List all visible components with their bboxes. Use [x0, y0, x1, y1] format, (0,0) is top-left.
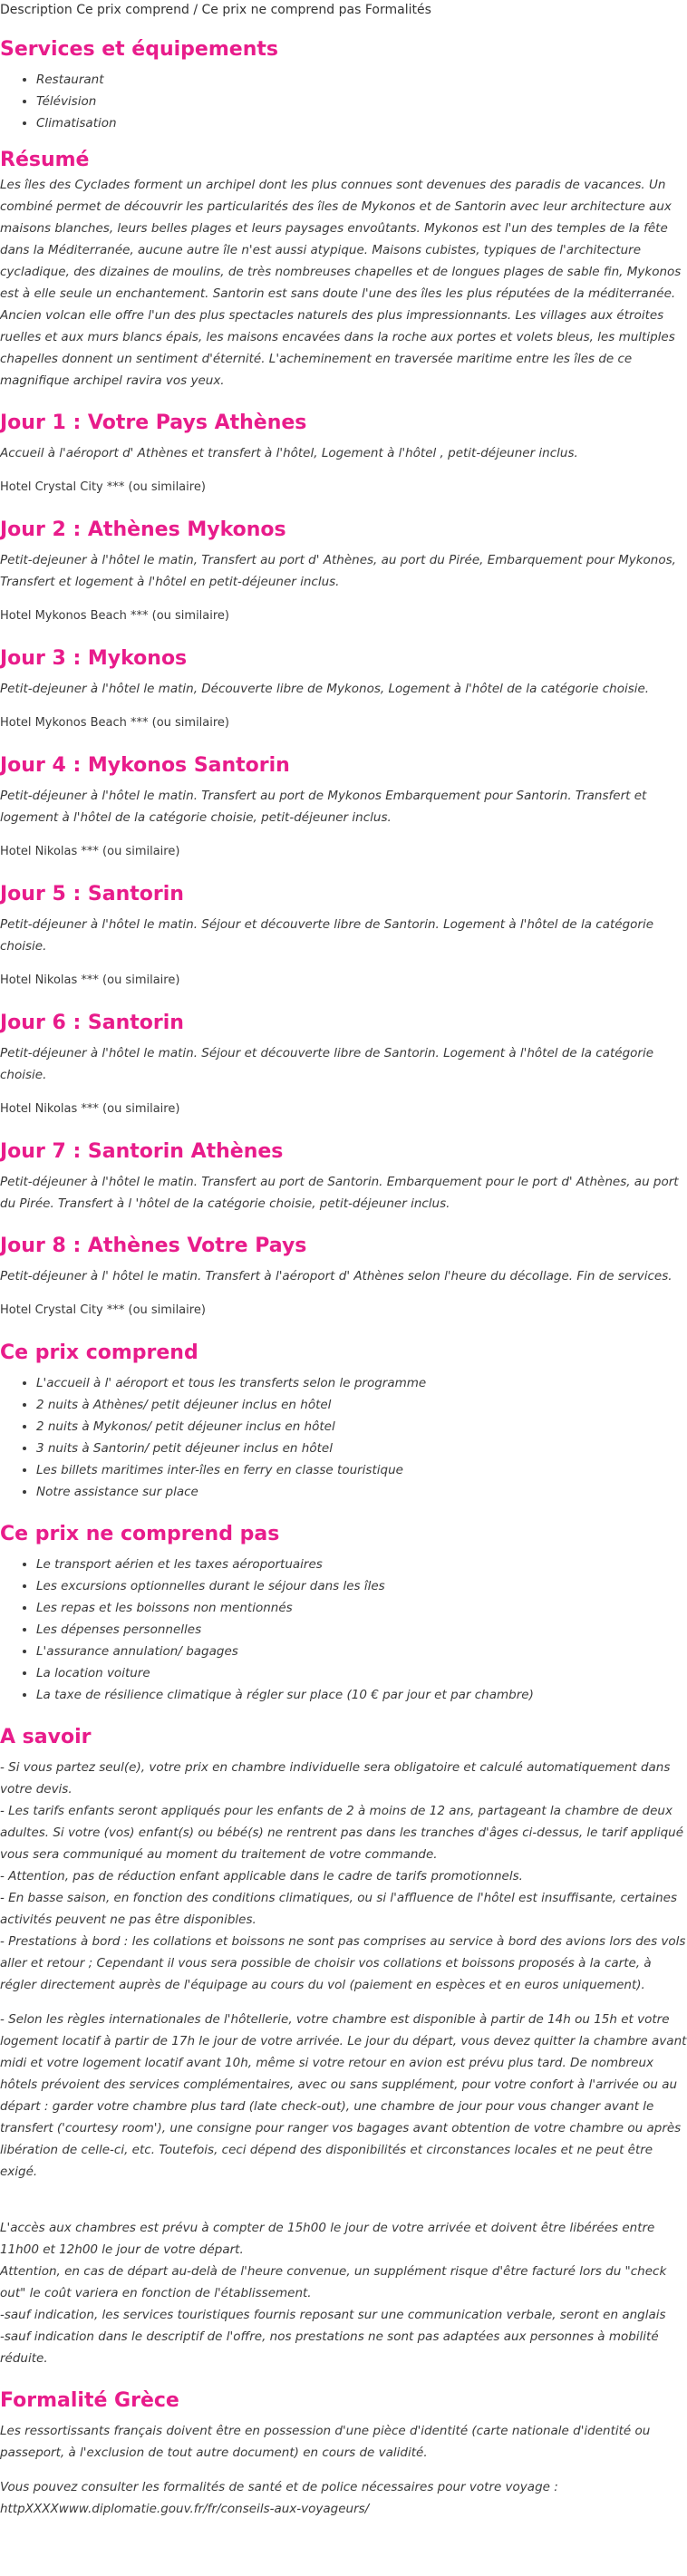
day-4-text: Petit-déjeuner à l'hôtel le matin. Transfert au port de Mykonos Embarquement pour Santorin. Transfert et logement à l'hôtel de la catégorie choisie, petit-déjeuner inclus.	[0, 789, 647, 825]
prix-ne-comprend-list	[0, 1554, 687, 1706]
tab-bar	[0, 0, 687, 20]
resume-title: Résumé	[0, 149, 90, 171]
a-savoir-line: - Si vous partez seul(e), votre prix en chambre individuelle sera obligatoire et calculé automatiquement dans votre devis.	[0, 1760, 671, 1796]
day-2-hotel: Hotel Mykonos Beach *** (ou similaire)	[0, 609, 230, 623]
day-5-title: Jour 5 : Santorin	[0, 883, 184, 905]
tab-formalites[interactable]: Formalités	[364, 3, 431, 17]
list-item: • Télévision	[36, 91, 687, 112]
services-list	[0, 69, 687, 134]
list-item: • 3 nuits à Santorin/ petit déjeuner inclus en hôtel	[36, 1438, 687, 1459]
spacer	[0, 2195, 687, 2217]
list-item: • Le transport aérien et les taxes aéroportuaires	[36, 1554, 687, 1575]
day-8-text: Petit-déjeuner à l' hôtel le matin. Transfert à l'aéroport d' Athènes selon l'heure du décollage. Fin de services.	[0, 1269, 672, 1283]
day-8-hotel: Hotel Crystal City *** (ou similaire)	[0, 1303, 206, 1317]
list-item: • Les dépenses personnelles	[36, 1619, 687, 1641]
a-savoir-line: Attention, en cas de départ au-delà de l'heure convenue, un supplément risque d'être facturé lors du "check out" le coût variera en fonction de l'établissement.	[0, 2264, 667, 2300]
list-item: • L'assurance annulation/ bagages	[36, 1641, 687, 1662]
formalite-text-2	[0, 2476, 687, 2520]
day-4-title: Jour 4 : Mykonos Santorin	[0, 754, 290, 777]
day-5-hotel: Hotel Nikolas *** (ou similaire)	[0, 973, 180, 987]
tab-separator: /	[193, 3, 198, 17]
list-item: • Les billets maritimes inter-îles en ferry en classe touristique	[36, 1459, 687, 1481]
a-savoir-block-3	[0, 2217, 687, 2369]
resume-text: Les îles des Cyclades forment un archipel dont les plus connues sont devenues des paradis de vacances. Un combiné permet de découvrir les particularités des îles de Mykonos et de Santorin avec leur architecture aux maisons blanches, leurs belles plages et leurs paysages envoûtants. Mykonos est l'un des temples de la fête dans la Méditerranée, aucune autre île n'est aussi atypique. Maisons cubistes, typiques de l'architecture cycladique, des dizaines de moulins, de très nombreuses chapelles et de longues plages de sable fin, Mykonos est à elle seule un enchantement. Santorin est sans doute l'une des îles les plus réputées de la méditerranée. Ancien volcan elle offre l'un des plus spectacles naturels des plus impressionnants. Les villages aux étroites ruelles et aux murs blancs épais, les maisons encavées dans la roche aux portes et volets bleus, les multiples chapelles donnent un sentiment d'éternité. L'acheminement en traversée maritime entre les îles de ce magnifique archipel ravira vos yeux.	[0, 178, 682, 388]
a-savoir-title: A savoir	[0, 1726, 92, 1748]
a-savoir-line: -sauf indication dans le descriptif de l'offre, nos prestations ne sont pas adaptées aux personnes à mobilité réduite.	[0, 2329, 659, 2366]
day-6-text: Petit-déjeuner à l'hôtel le matin. Séjour et découverte libre de Santorin. Logement à l'hôtel de la catégorie choisie.	[0, 1046, 654, 1082]
day-3-hotel: Hotel Mykonos Beach *** (ou similaire)	[0, 716, 230, 730]
a-savoir-line: - Selon les règles internationales de l'hôtellerie, votre chambre est disponible à partir de 14h ou 15h et votre logement locatif à partir de 17h le jour de votre arrivée. Le jour du départ, vous devez quitter la chambre avant midi et votre logement locatif avant 10h, même si votre retour en avion est prévu plus tard. De nombreux hôtels prévoient des services complémentaires, avec ou sans supplément, pour votre confort à l'arrivée ou au départ : garder votre chambre plus tard (late check-out), une chambre de jour pour vous changer avant le transfert ('courtesy room'), une consigne pour ranger vos bagages avant obtention de votre chambre ou après libération de celle-ci, etc. Toutefois, ceci dépend des disponibilités et circonstances locales et ne peut être exigé.	[0, 2012, 687, 2179]
prix-comprend-list	[0, 1372, 687, 1503]
list-item: • Les excursions optionnelles durant le séjour dans les îles	[36, 1575, 687, 1597]
day-6-hotel: Hotel Nikolas *** (ou similaire)	[0, 1102, 180, 1116]
day-6-title: Jour 6 : Santorin	[0, 1012, 184, 1034]
a-savoir-line: -sauf indication, les services touristiques fournis reposant sur une communication verbale, seront en anglais	[0, 2308, 666, 2322]
formalite-title: Formalité Grèce	[0, 2389, 179, 2412]
a-savoir-line: - Les tarifs enfants seront appliqués pour les enfants de 2 à moins de 12 ans, partageant la chambre de deux adultes. Si votre (vos) enfant(s) ou bébé(s) ne rentrent pas dans les tranches d'âges ci-dessus, le tarif appliqué vous sera communiqué au moment du traitement de votre commande.	[0, 1804, 684, 1862]
list-item: • La location voiture	[36, 1662, 687, 1684]
day-5-text: Petit-déjeuner à l'hôtel le matin. Séjour et découverte libre de Santorin. Logement à l'hôtel de la catégorie choisie.	[0, 917, 654, 954]
list-item: • 2 nuits à Mykonos/ petit déjeuner inclus en hôtel	[36, 1416, 687, 1438]
a-savoir-line: - Attention, pas de réduction enfant applicable dans le cadre de tarifs promotionnels.	[0, 1869, 523, 1884]
day-1-text: Accueil à l'aéroport d' Athènes et transfert à l'hôtel, Logement à l'hôtel , petit-déjeuner inclus.	[0, 446, 578, 460]
day-2-title: Jour 2 : Athènes Mykonos	[0, 518, 286, 541]
list-item: • 2 nuits à Athènes/ petit déjeuner inclus en hôtel	[36, 1394, 687, 1416]
a-savoir-block-2	[0, 2009, 687, 2183]
a-savoir-line: - En basse saison, en fonction des conditions climatiques, ou si l'affluence de l'hôtel est insuffisante, certaines activités peuvent ne pas être disponibles.	[0, 1891, 677, 1927]
list-item: • Restaurant	[36, 69, 687, 91]
prix-ne-comprend-title: Ce prix ne comprend pas	[0, 1523, 280, 1545]
tab-prix-ne-comprend[interactable]: Ce prix ne comprend pas	[201, 3, 362, 17]
day-3-title: Jour 3 : Mykonos	[0, 647, 188, 670]
day-8-title: Jour 8 : Athènes Votre Pays	[0, 1235, 307, 1257]
tab-description[interactable]: Description	[0, 3, 73, 17]
list-item: • La taxe de résilience climatique à régler sur place (10 € par jour et par chambre)	[36, 1684, 687, 1706]
day-1-title: Jour 1 : Votre Pays Athènes	[0, 412, 307, 434]
day-2-text: Petit-dejeuner à l'hôtel le matin, Transfert au port d' Athènes, au port du Pirée, Embarquement pour Mykonos, Transfert et logement à l'hôtel en petit-déjeuner inclus.	[0, 553, 676, 589]
a-savoir-line: - Prestations à bord : les collations et boissons ne sont pas comprises au service à bord des avions lors des vols aller et retour ; Cependant il vous sera possible de choisir vos collations et boissons proposés à la carte, à régler directement auprès de l'équipage au cours du vol (paiement en espèces et en euros uniquement).	[0, 1934, 686, 1992]
prix-comprend-title: Ce prix comprend	[0, 1341, 198, 1364]
a-savoir-block-1	[0, 1757, 687, 1996]
day-1-hotel: Hotel Crystal City *** (ou similaire)	[0, 480, 206, 494]
list-item: • Notre assistance sur place	[36, 1481, 687, 1503]
tab-prix-comprend[interactable]: Ce prix comprend	[76, 3, 189, 17]
a-savoir-line: L'accès aux chambres est prévu à compter de 15h00 le jour de votre arrivée et doivent être libérées entre 11h00 et 12h00 le jour de votre départ.	[0, 2221, 655, 2257]
list-item: • Climatisation	[36, 112, 687, 134]
formalite-text-1: Les ressortissants français doivent être en possession d'une pièce d'identité (carte nationale d'identité ou passeport, à l'exclusion de tout autre document) en cours de validité.	[0, 2424, 651, 2460]
services-title: Services et équipements	[0, 38, 278, 61]
list-item: • L'accueil à l' aéroport et tous les transferts selon le programme	[36, 1372, 687, 1394]
day-7-title: Jour 7 : Santorin Athènes	[0, 1140, 284, 1163]
day-3-text: Petit-dejeuner à l'hôtel le matin, Découverte libre de Mykonos, Logement à l'hôtel de la catégorie choisie.	[0, 682, 650, 696]
day-7-text: Petit-déjeuner à l'hôtel le matin. Transfert au port de Santorin. Embarquement pour le port d' Athènes, au port du Pirée. Transfert à l 'hôtel de la catégorie choisie, petit-déjeuner inclus.	[0, 1175, 679, 1211]
formalite-link[interactable]: httpXXXXwww.diplomatie.gouv.fr/fr/conseils-aux-voyageurs/	[0, 2502, 370, 2516]
list-item: • Les repas et les boissons non mentionnés	[36, 1597, 687, 1619]
day-4-hotel: Hotel Nikolas *** (ou similaire)	[0, 845, 180, 858]
formalite-line: Vous pouvez consulter les formalités de santé et de police nécessaires pour votre voyage :	[0, 2480, 558, 2494]
